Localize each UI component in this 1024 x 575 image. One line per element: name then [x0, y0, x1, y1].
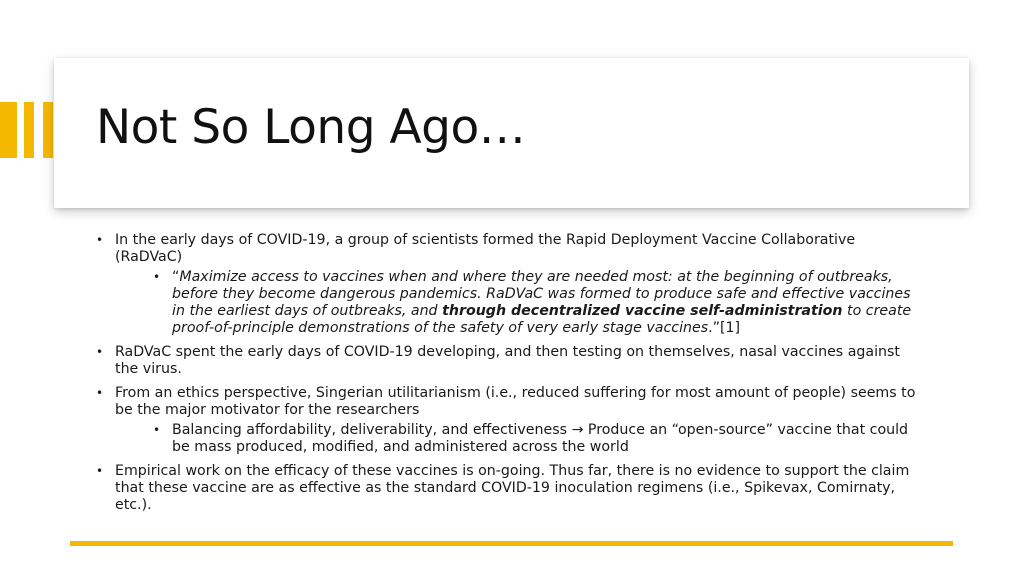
accent-bar-1 [0, 102, 17, 158]
slide-body [96, 232, 920, 521]
quote-text-part1: Maximize access to vaccines when and where they are needed most: at the beginning of outbreaks, before they become dangerous pandemics. RaDVaC was formed to produce safe and effective vaccines in the earliest days of outbreaks, and [172, 269, 911, 319]
sub-bullet-list-1 [115, 269, 920, 337]
bullet-item-1 [96, 232, 920, 337]
bullet-list [96, 232, 920, 514]
bullet-glyph: • [96, 233, 104, 247]
bullet-item-3 [96, 385, 920, 456]
sub-bullet-item [153, 422, 920, 456]
bullet-glyph: • [153, 270, 161, 284]
bullet-text-1: In the early days of COVID-19, a group of scientists formed the Rapid Deployment Vaccine Collaborative (RaDVaC) [115, 232, 856, 265]
sub-bullet-quote [153, 269, 920, 337]
accent-bar-2 [24, 102, 34, 158]
bullet-glyph: • [96, 345, 104, 359]
quote-text-bold: through decentralized vaccine self-administration [442, 303, 843, 319]
slide-title: Not So Long Ago… [96, 100, 526, 155]
bullet-item-2 [96, 344, 920, 378]
quote-open-mark: “ [172, 269, 180, 285]
bullet-glyph: • [96, 386, 104, 400]
bullet-text-3: From an ethics perspective, Singerian utilitarianism (i.e., reduced suffering for most amount of people) seems to be the major motivator for the researchers [115, 385, 916, 418]
bottom-accent-rule [70, 541, 953, 546]
bullet-text-2: RaDVaC spent the early days of COVID-19 developing, and then testing on themselves, nasal vaccines against the virus. [115, 344, 900, 377]
accent-bar-3 [43, 102, 53, 158]
title-card [54, 58, 969, 208]
bullet-item-4 [96, 463, 920, 514]
bullet-glyph: • [153, 423, 161, 437]
bullet-text-4: Empirical work on the efficacy of these vaccines is on-going. Thus far, there is no evidence to support the claim that these vaccine are as effective as the standard COVID-19 inoculation regimens (i.e., Spikevax, Comirnaty, etc.). [115, 463, 910, 513]
quote-citation: .”[1] [708, 320, 741, 336]
sub-bullet-list-3 [115, 422, 920, 456]
bullet-glyph: • [96, 464, 104, 478]
quote-text-part2: to create proof-of-principle demonstrations of the safety of very early stage vaccines [172, 303, 912, 336]
sub-bullet-text-3: Balancing affordability, deliverability, and effectiveness → Produce an “open-source” vaccine that could be mass produced, modified, and administered across the world [172, 422, 909, 455]
